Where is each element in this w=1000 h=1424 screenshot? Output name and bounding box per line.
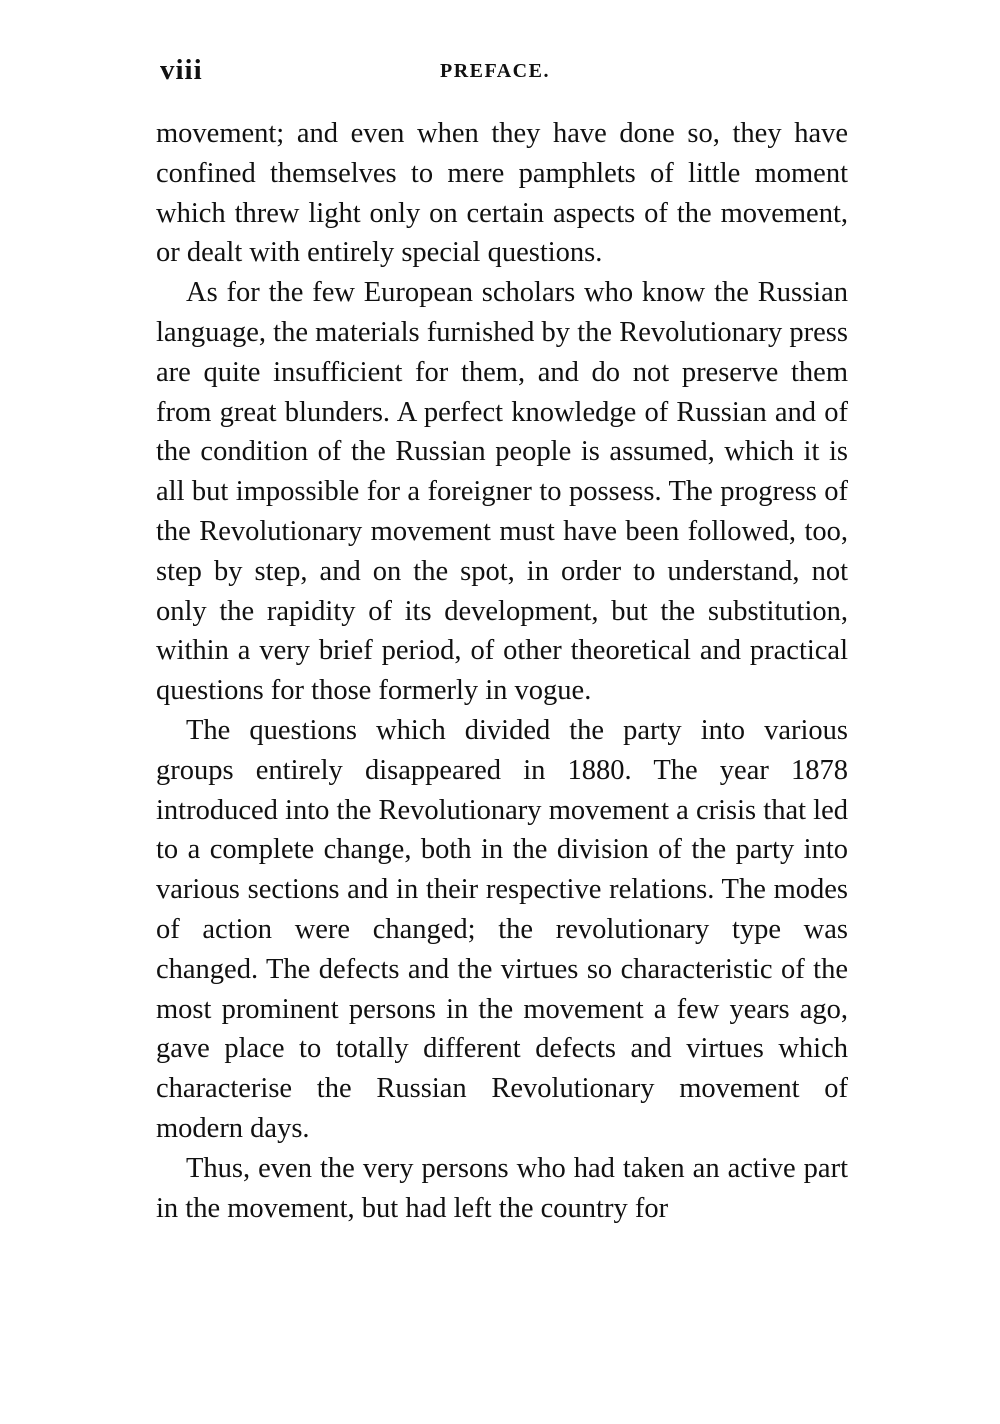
paragraph-european-scholars: As for the few European scholars who know the Russian language, the materials furnished by the Revolutionary press are quite insufficient for them, and do not preserve them from great blunders. A perfect knowledge of Russian and of the condition of the Russian people is assumed, which it is all but impossible for a foreigner to possess. The progress of the Revolutionary movement must have been followed, too, step by step, and on the spot, in order to understand, not only the rapidity of its development, but the substitution, within a very brief period, of other theoretical and practical questions for those formerly in vogue. (156, 277, 848, 707)
running-head: PREFACE. (440, 60, 550, 82)
paragraph-continuation: movement; and even when they have done so, they have confined themselves to mere pamphlets of little moment which threw light only on certain aspects of the movement, or dealt with entirely special questions. (156, 118, 848, 269)
body-text (156, 114, 848, 1228)
paragraph-questions-1880: The questions which divided the party into various groups entirely disappeared in 1880. The year 1878 introduced into the Revolutionary movement a crisis that led to a complete change, both in the division of the party into various sections and in their respective relations. The modes of action were changed; the revolutionary type was changed. The defects and the virtues so characteristic of the most prominent persons in the movement a few years ago, gave place to totally different defects and virtues which characterise the Russian Revolutionary movement of modern days. (156, 714, 848, 1144)
paragraph-thus-persons: Thus, even the very persons who had taken an active part in the movement, but had left the country for (156, 1152, 848, 1224)
page-number: viii (160, 54, 203, 86)
page-header (160, 54, 850, 94)
